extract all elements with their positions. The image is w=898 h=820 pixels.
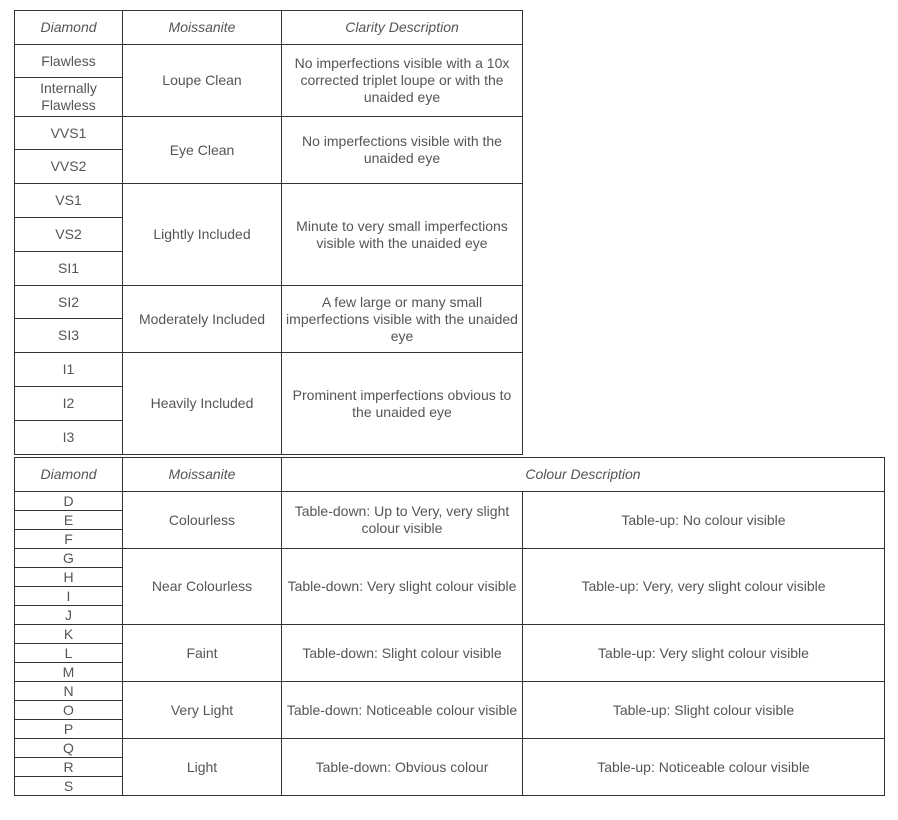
diamond-grade: VVS1 [15, 117, 123, 150]
clarity-description: A few large or many small imperfections visible with the unaided eye [282, 286, 523, 353]
diamond-colour-grade: D [15, 492, 123, 511]
clarity-row [15, 117, 523, 150]
moissanite-colour-grade: Near Colourless [123, 549, 282, 625]
table-down-description: Table-down: Obvious colour [282, 739, 523, 796]
diamond-grade: I1 [15, 353, 123, 387]
colour-row [15, 739, 885, 758]
diamond-grade: I3 [15, 421, 123, 455]
diamond-grade: VVS2 [15, 150, 123, 184]
table-up-description: Table-up: Very slight colour visible [523, 625, 885, 682]
diamond-grade: SI1 [15, 252, 123, 286]
moissanite-colour-grade: Colourless [123, 492, 282, 549]
clarity-row [15, 353, 523, 387]
table-up-description: Table-up: Slight colour visible [523, 682, 885, 739]
diamond-colour-grade: H [15, 568, 123, 587]
diamond-colour-grade: J [15, 606, 123, 625]
colour-row [15, 549, 885, 568]
colour-row [15, 682, 885, 701]
diamond-grade: SI2 [15, 286, 123, 319]
colour-row [15, 625, 885, 644]
table-down-description: Table-down: Very slight colour visible [282, 549, 523, 625]
colour-header-row [15, 458, 885, 492]
colour-header-diamond: Diamond [15, 458, 123, 492]
clarity-row [15, 286, 523, 319]
moissanite-grade: Loupe Clean [123, 45, 282, 117]
table-down-description: Table-down: Noticeable colour visible [282, 682, 523, 739]
clarity-description: Minute to very small imperfections visible with the unaided eye [282, 184, 523, 286]
clarity-description: Prominent imperfections obvious to the unaided eye [282, 353, 523, 455]
moissanite-colour-grade: Faint [123, 625, 282, 682]
diamond-colour-grade: S [15, 777, 123, 796]
diamond-colour-grade: L [15, 644, 123, 663]
diamond-grade: Internally Flawless [15, 78, 123, 117]
moissanite-grade: Eye Clean [123, 117, 282, 184]
colour-header-moissanite: Moissanite [123, 458, 282, 492]
moissanite-grade: Heavily Included [123, 353, 282, 455]
diamond-colour-grade: Q [15, 739, 123, 758]
clarity-table [14, 10, 523, 455]
diamond-grade: I2 [15, 387, 123, 421]
clarity-description: No imperfections visible with the unaided eye [282, 117, 523, 184]
colour-header-description: Colour Description [282, 458, 885, 492]
diamond-grade: SI3 [15, 319, 123, 353]
diamond-grade: VS2 [15, 218, 123, 252]
diamond-colour-grade: M [15, 663, 123, 682]
moissanite-grade: Moderately Included [123, 286, 282, 353]
clarity-table-body [15, 11, 523, 455]
diamond-colour-grade: F [15, 530, 123, 549]
moissanite-grade: Lightly Included [123, 184, 282, 286]
table-down-description: Table-down: Up to Very, very slight colour visible [282, 492, 523, 549]
diamond-grade: VS1 [15, 184, 123, 218]
moissanite-colour-grade: Very Light [123, 682, 282, 739]
diamond-colour-grade: E [15, 511, 123, 530]
colour-table [14, 457, 885, 796]
clarity-header-description: Clarity Description [282, 11, 523, 45]
table-up-description: Table-up: Noticeable colour visible [523, 739, 885, 796]
clarity-header-diamond: Diamond [15, 11, 123, 45]
diamond-grade: Flawless [15, 45, 123, 78]
diamond-colour-grade: G [15, 549, 123, 568]
moissanite-colour-grade: Light [123, 739, 282, 796]
diamond-colour-grade: P [15, 720, 123, 739]
diamond-colour-grade: O [15, 701, 123, 720]
diamond-colour-grade: I [15, 587, 123, 606]
diamond-colour-grade: K [15, 625, 123, 644]
table-down-description: Table-down: Slight colour visible [282, 625, 523, 682]
clarity-row [15, 45, 523, 78]
colour-table-body [15, 458, 885, 796]
diamond-colour-grade: N [15, 682, 123, 701]
diamond-colour-grade: R [15, 758, 123, 777]
clarity-row [15, 184, 523, 218]
clarity-header-row [15, 11, 523, 45]
table-up-description: Table-up: Very, very slight colour visible [523, 549, 885, 625]
table-up-description: Table-up: No colour visible [523, 492, 885, 549]
clarity-header-moissanite: Moissanite [123, 11, 282, 45]
clarity-description: No imperfections visible with a 10x corrected triplet loupe or with the unaided eye [282, 45, 523, 117]
colour-row [15, 492, 885, 511]
